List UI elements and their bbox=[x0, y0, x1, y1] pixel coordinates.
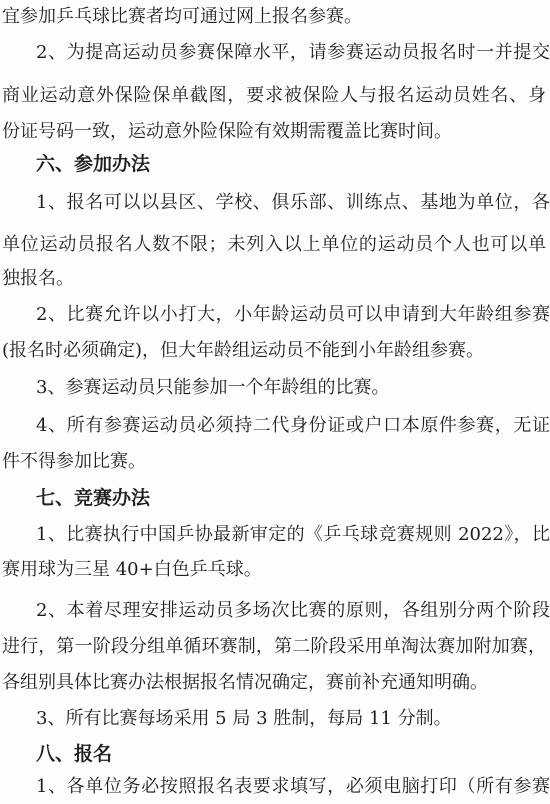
section-heading-6: 六、参加办法 bbox=[36, 153, 151, 175]
paragraph-line: 1、报名可以以县区、学校、俱乐部、训练点、基地为单位，各 bbox=[36, 192, 550, 213]
paragraph-line: 3、所有比赛每场采用 5 局 3 胜制，每局 11 分制。 bbox=[36, 708, 452, 729]
paragraph-line: (报名时必须确定)，但大年龄组运动员不能到小年龄组参赛。 bbox=[2, 340, 485, 361]
paragraph-line: 件不得参加比赛。 bbox=[2, 451, 146, 472]
paragraph-line: 3、参赛运动员只能参加一个年龄组的比赛。 bbox=[36, 377, 390, 398]
paragraph-line: 份证号码一致，运动意外险保险有效期需覆盖比赛时间。 bbox=[2, 121, 452, 142]
section-heading-7: 七、竞赛办法 bbox=[36, 487, 151, 509]
paragraph-line: 2、比赛允许以小打大，小年龄运动员可以申请到大年龄组参赛 bbox=[36, 304, 550, 325]
paragraph-line: 2、为提高运动员参赛保障水平，请参赛运动员报名时一并提交 bbox=[36, 42, 550, 63]
paragraph-line: 单位运动员报名人数不限；未列入以上单位的运动员个人也可以单 bbox=[2, 234, 546, 255]
paragraph-line: 各组别具体比赛办法根据报名情况确定，赛前补充通知明确。 bbox=[2, 672, 488, 693]
section-heading-8: 八、报名 bbox=[36, 743, 113, 765]
paragraph-line: 独报名。 bbox=[2, 268, 74, 289]
paragraph-line: 2、本着尽理安排运动员多场次比赛的原则，各组别分两个阶段 bbox=[36, 600, 550, 621]
paragraph-line: 宜参加乒乓球比赛者均可通过网上报名参赛。 bbox=[2, 6, 362, 27]
paragraph-line: 4、所有参赛运动员必须持二代身份证或户口本原件参赛，无证 bbox=[36, 415, 550, 436]
paragraph-line: 1、各单位务必按照报名表要求填写，必须电脑打印（所有参赛 bbox=[36, 776, 550, 797]
paragraph-line: 赛用球为三星 40+白色乒乓球。 bbox=[2, 559, 262, 580]
paragraph-line: 进行，第一阶段分组单循环赛制，第二阶段采用单淘汰赛加附加赛， bbox=[2, 636, 546, 657]
paragraph-line: 1、比赛执行中国乒协最新审定的《乒乓球竞赛规则 2022》，比 bbox=[36, 524, 550, 545]
paragraph-line: 商业运动意外保险保单截图，要求被保险人与报名运动员姓名、身 bbox=[2, 85, 546, 106]
